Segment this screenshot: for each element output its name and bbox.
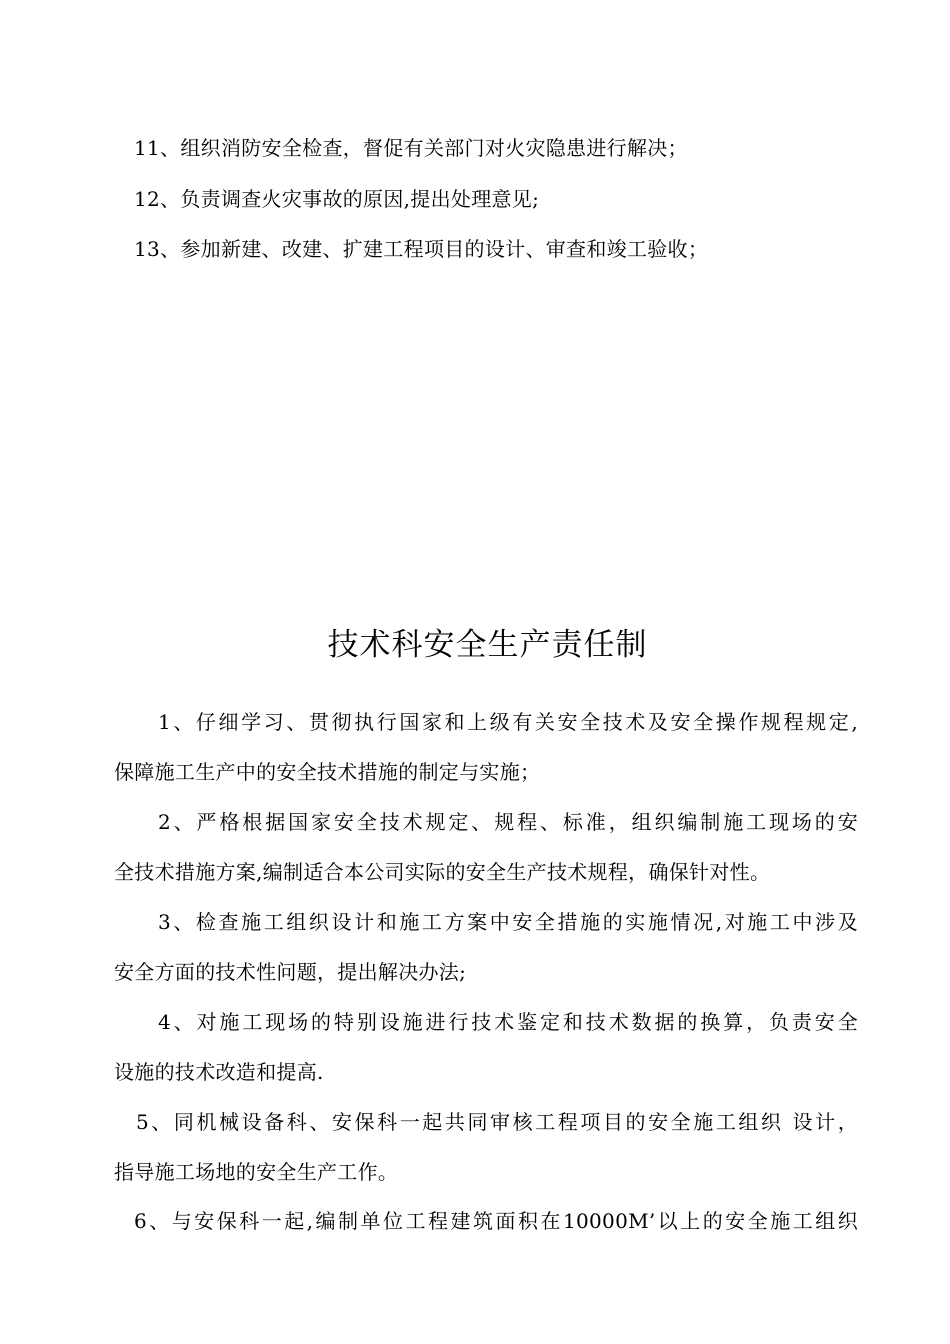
section-title: 技术科安全生产责任制	[327, 627, 648, 663]
paragraph-2-line-2: 全技术措施方案,编制适合本公司实际的安全生产技术规程，确保针对性。	[114, 860, 771, 884]
list-item-13: 13、参加新建、改建、扩建工程项目的设计、审查和竣工验收；	[134, 237, 709, 261]
paragraph-1-line-2: 保障施工生产中的安全技术措施的制定与实施；	[114, 760, 541, 784]
paragraph-4-line-2: 设施的技术改造和提高.	[114, 1060, 324, 1084]
paragraph-5-line-1: 5、同机械设备科、安保科一起共同审核工程项目的安全施工组织 设计，	[136, 1110, 858, 1134]
paragraph-2-line-1: 2、严格根据国家安全技术规定、规程、标准，组织编制施工现场的安	[158, 810, 858, 834]
paragraph-5-line-2: 指导施工场地的安全生产工作。	[114, 1160, 399, 1184]
paragraph-3-line-2: 安全方面的技术性问题，提出解决办法;	[114, 960, 467, 984]
paragraph-6-line-1: 6、与安保科一起,编制单位工程建筑面积在10000M’以上的安全施工组织	[134, 1209, 858, 1233]
paragraph-1-line-1: 1、仔细学习、贯彻执行国家和上级有关安全技术及安全操作规程规定,	[158, 710, 858, 734]
list-item-11: 11、组织消防安全检查，督促有关部门对火灾隐患进行解决；	[134, 136, 688, 160]
paragraph-3-line-1: 3、检查施工组织设计和施工方案中安全措施的实施情况,对施工中涉及	[158, 910, 858, 934]
list-item-12: 12、负责调查火灾事故的原因,提出处理意见;	[134, 187, 540, 211]
paragraph-4-line-1: 4、对施工现场的特别设施进行技术鉴定和技术数据的换算，负责安全	[158, 1010, 858, 1034]
